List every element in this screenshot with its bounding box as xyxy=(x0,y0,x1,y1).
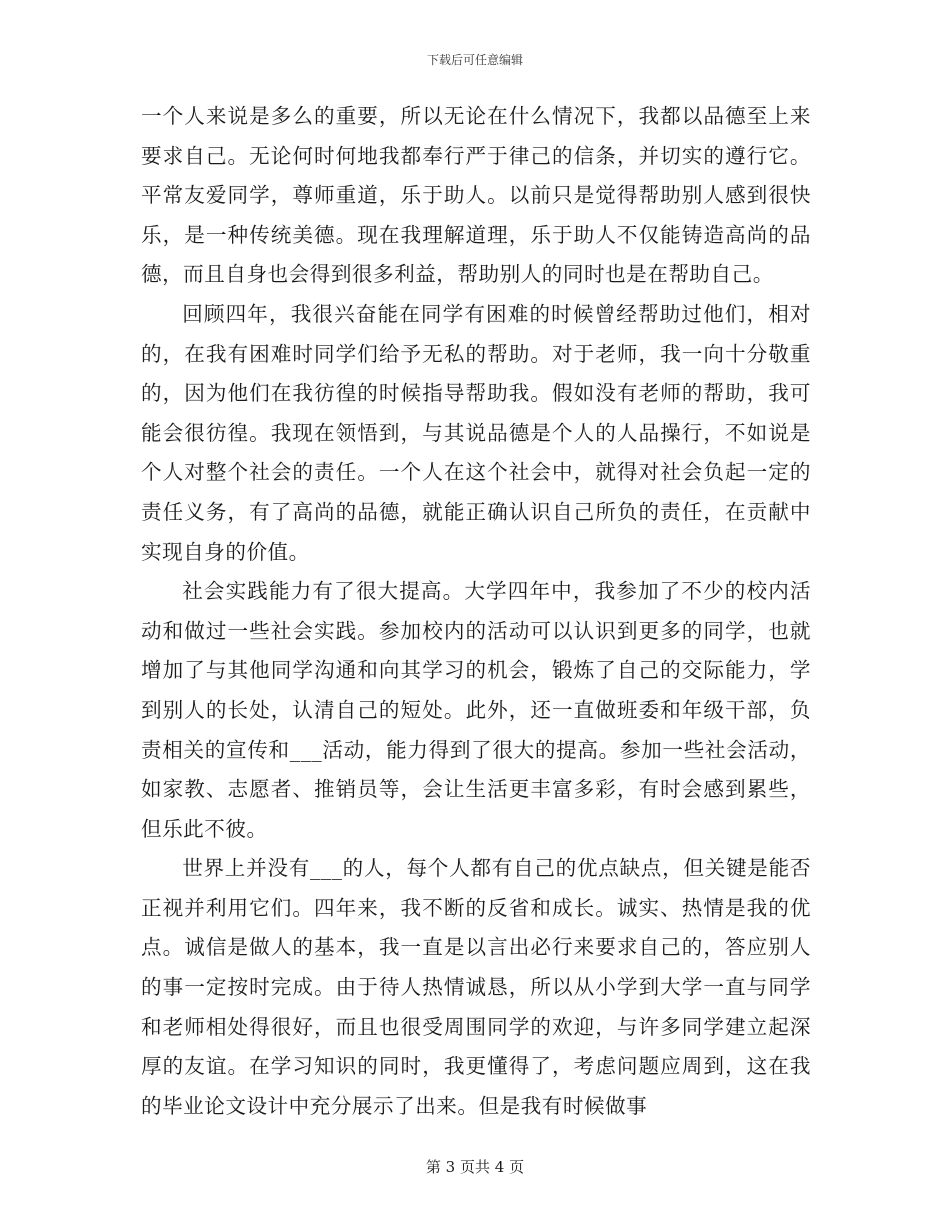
paragraph-4: 世界上并没有___的人，每个人都有自己的优点缺点，但关键是能否正视并利用它们。四年来，我不断的反省和成长。诚实、热情是我的优点。诚信是做人的基本，我一直是以言出必行来要求自己的，答应别人的事一定按时完成。由于待人热情诚恳，所以从小学到大学一直与同学和老师相处得很好，而且也很受周围同学的欢迎，与许多同学建立起深厚的友谊。在学习知识的同时，我更懂得了，考虑问题应周到，这在我的毕业论文设计中充分展示了出来。但是我有时候做事 xyxy=(141,856,811,1118)
page-footer: 第 3 页共 4 页 xyxy=(425,1158,525,1176)
document-body xyxy=(141,97,811,1126)
paragraph-3: 社会实践能力有了很大提高。大学四年中，我参加了不少的校内活动和做过一些社会实践。参加校内的活动可以认识到更多的同学，也就增加了与其他同学沟通和向其学习的机会，锻炼了自己的交际能力，学到别人的长处，认清自己的短处。此外，还一直做班委和年级干部，负责相关的宣传和___活动，能力得到了很大的提高。参加一些社会活动，如家教、志愿者、推销员等，会让生活更丰富多彩，有时会感到累些，但乐此不彼。 xyxy=(141,579,811,841)
paragraph-1: 一个人来说是多么的重要，所以无论在什么情况下，我都以品德至上来要求自己。无论何时何地我都奉行严于律己的信条，并切实的遵行它。平常友爱同学，尊师重道，乐于助人。以前只是觉得帮助别人感到很快乐，是一种传统美德。现在我理解道理，乐于助人不仅能铸造高尚的品德，而且自身也会得到很多利益，帮助别人的同时也是在帮助自己。 xyxy=(141,104,811,287)
paragraph-2: 回顾四年，我很兴奋能在同学有困难的时候曾经帮助过他们，相对的，在我有困难时同学们给予无私的帮助。对于老师，我一向十分敬重的，因为他们在我彷徨的时候指导帮助我。假如没有老师的帮助，我可能会很彷徨。我现在领悟到，与其说品德是个人的人品操行，不如说是个人对整个社会的责任。一个人在这个社会中，就得对社会负起一定的责任义务，有了高尚的品德，就能正确认识自己所负的责任，在贡献中实现自身的价值。 xyxy=(141,301,811,564)
page-header: 下载后可任意编辑 xyxy=(426,53,523,67)
